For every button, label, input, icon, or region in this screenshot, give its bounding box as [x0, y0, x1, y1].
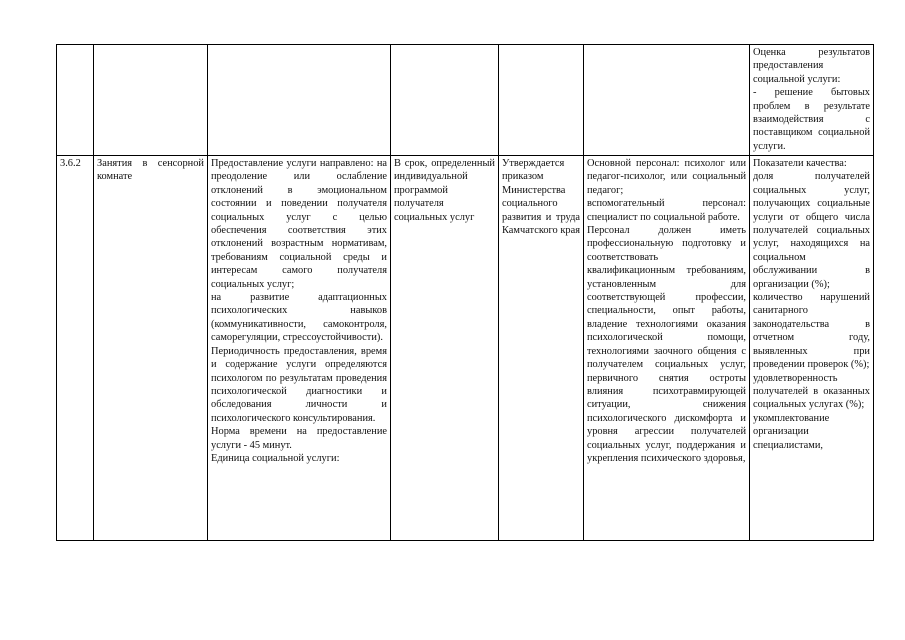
- quality-paragraph: Показатели качества:: [753, 158, 847, 169]
- cell-name-empty: [94, 45, 208, 156]
- quality-paragraph: количество нарушений санитарного законодательства в отчетном году, выявленных при проведении проверок (%);: [753, 292, 870, 371]
- service-number: 3.6.2: [60, 158, 81, 169]
- cell-conditions: [584, 156, 750, 541]
- service-name: Занятия в сенсорной комнате: [97, 158, 204, 183]
- description-paragraph: на развитие адаптационных психологических навыков (коммуникативности, самоконтроля, саморегуляции, стрессоустойчивости).: [211, 292, 387, 344]
- description-paragraph: Норма времени на предоставление услуги - 45 минут.: [211, 426, 387, 451]
- description-paragraph: Периодичность предоставления, время и содержание услуги определяются психологом по результатам проведения психологической диагностики и обследования личности и психологического консультирования.: [211, 345, 387, 424]
- cell-conditions-empty: [584, 45, 750, 156]
- conditions-paragraph: Персонал должен иметь профессиональную подготовку и соответствовать квалификационным требованиям, установленным для соответствующей профессии, специальности, опыт работы, владение технологиями оказания психологической помощи, технологиями заочного общения с получателем социальных услуг, первичного снятия остроты влияния психотравмирующей ситуации, снижения психологического дискомфорта и уровня агрессии получателей социальных услуг, поддержания и укрепления психического здоровья,: [587, 225, 746, 464]
- quality-evaluation-item: - решение бытовых проблем в результате взаимодействия с поставщиком социальной услуги.: [753, 87, 870, 152]
- service-term: В срок, определенный индивидуальной программой получателя социальных услуг: [394, 158, 495, 223]
- cell-name: [94, 156, 208, 541]
- description-paragraph: Единица социальной услуги:: [211, 452, 340, 464]
- quality-paragraph: удовлетворенность получателей в оказанных социальных услугах (%);: [753, 372, 870, 411]
- cell-quality-continued: [750, 45, 874, 156]
- cell-quality: [750, 156, 874, 541]
- cell-tariff-empty: [499, 45, 584, 156]
- table-row-continued: [57, 45, 874, 156]
- quality-evaluation-text: Оценка результатов предоставления социальной услуги:: [753, 47, 870, 85]
- cell-description: [208, 156, 391, 541]
- conditions-paragraph: вспомогательный персонал: специалист по социальной работе.: [587, 198, 746, 223]
- cell-number-empty: [57, 45, 94, 156]
- service-tariff: Утверждается приказом Министерства социального развития и труда Камчатского края: [502, 158, 580, 237]
- description-paragraph: Предоставление услуги направлено: на преодоление или ослабление отклонений в эмоциональном состоянии и поведении получателя социальных услуг с целью обеспечения соответствия этих отклонений возрастным нормативам, требованиям социальной среды и интересам самого получателя социальных услуг;: [211, 158, 387, 290]
- cell-term-empty: [391, 45, 499, 156]
- table-row-3-6-2: [57, 156, 874, 541]
- quality-paragraph: доля получателей социальных услуг, получающих социальные услуги от общего числа получателей социальных услуг, находящихся на социальном обслуживании в организации (%);: [753, 171, 870, 290]
- cell-number: [57, 156, 94, 541]
- cell-tariff: [499, 156, 584, 541]
- quality-paragraph: укомплектование организации специалистами,: [753, 412, 830, 451]
- conditions-paragraph: Основной персонал: психолог или педагог-психолог, или социальный педагог;: [587, 158, 746, 196]
- services-table: [56, 44, 874, 541]
- cell-term: [391, 156, 499, 541]
- cell-description-empty: [208, 45, 391, 156]
